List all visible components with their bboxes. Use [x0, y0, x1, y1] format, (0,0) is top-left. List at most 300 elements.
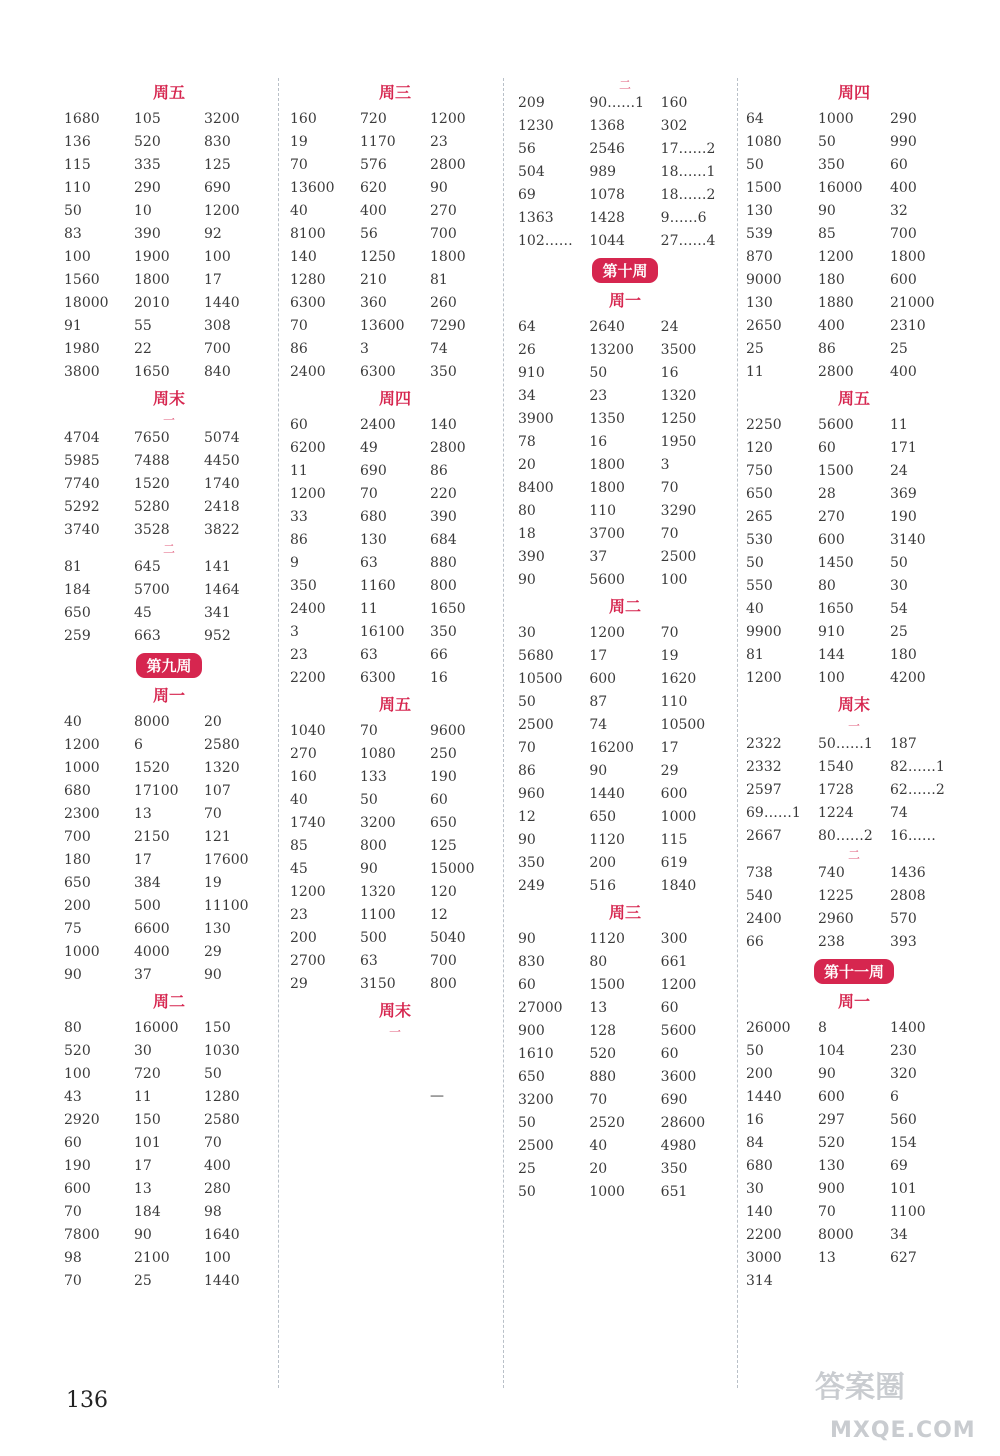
answer-cell: 369 [890, 486, 917, 502]
answer-cell: 45 [290, 861, 308, 877]
answer-cell: 750 [746, 463, 773, 479]
answer-cell: 6300 [360, 364, 396, 380]
answer-cell: 16…… [890, 828, 936, 844]
answer-cell: 1640 [204, 1227, 240, 1243]
answer-cell: 34 [890, 1227, 908, 1243]
answer-cell: 70 [360, 723, 378, 739]
answer-cell: 2150 [134, 829, 170, 845]
answer-cell: 10 [134, 203, 152, 219]
answer-cell: 20 [518, 457, 536, 473]
answer-cell: 2400 [290, 601, 326, 617]
answer-cell: 259 [64, 628, 91, 644]
watermark-logo: 答案圈 [815, 1370, 905, 1405]
answer-cell: 516 [589, 878, 617, 894]
answer-cell: 150 [204, 1020, 231, 1036]
answer-cell: 50 [518, 1184, 536, 1200]
answer-cell: 350 [430, 364, 457, 380]
answer-cell: 200 [64, 898, 91, 914]
answer-cell: 91 [64, 318, 82, 334]
answer-cell: 50 [746, 1043, 764, 1059]
answer-cell: 6600 [134, 921, 170, 937]
answer-cell: 37 [589, 549, 608, 565]
answer-cell: 384 [134, 875, 161, 891]
answer-cell: 83 [64, 226, 82, 242]
answer-cell: 350 [518, 855, 545, 871]
answer-cell: 40 [290, 792, 308, 808]
answer-cell: 13 [818, 1250, 836, 1266]
answer-cell: 3290 [660, 503, 697, 519]
answer-cell: 190 [64, 1158, 91, 1174]
answer-cell: 250 [430, 746, 457, 762]
answer-cell: 900 [818, 1181, 845, 1197]
answer-cell: 5985 [64, 453, 100, 469]
answer-cell: 2010 [134, 295, 170, 311]
answer-grid [290, 1039, 500, 1131]
answer-cell: 16200 [589, 740, 634, 756]
answer-cell: 400 [818, 318, 845, 334]
answer-cell: 308 [204, 318, 231, 334]
answer-cell: 64 [746, 111, 764, 127]
answer-cell: 1120 [589, 832, 625, 848]
answer-cell: 9900 [746, 624, 782, 640]
answer-cell: 280 [204, 1181, 231, 1197]
answer-grid [746, 1017, 962, 1293]
answer-cell: 29 [660, 763, 679, 779]
answer-cell: 115 [64, 157, 91, 173]
answer-cell: 1000 [64, 760, 100, 776]
answer-cell: 50 [818, 134, 836, 150]
answer-cell: 26 [518, 342, 536, 358]
answer-cell: 50 [890, 555, 908, 571]
column-1 [64, 78, 274, 1388]
answer-cell: 7650 [134, 430, 170, 446]
answer-cell: 90……1 [589, 95, 645, 111]
answer-cell: 1980 [64, 341, 100, 357]
answer-cell: 8 [818, 1020, 827, 1036]
answer-cell: 23 [589, 388, 608, 404]
answer-cell: 63 [360, 555, 378, 571]
answer-cell: 400 [890, 180, 917, 196]
answer-cell: 1200 [589, 625, 625, 641]
answer-cell: 265 [746, 509, 773, 525]
answer-cell: 520 [64, 1043, 91, 1059]
answer-cell: 504 [518, 164, 545, 180]
answer-grid [746, 414, 962, 690]
column-3 [518, 78, 732, 1388]
answer-cell: 56 [518, 141, 536, 157]
answer-cell: 90 [204, 967, 222, 983]
answer-cell: 620 [360, 180, 387, 196]
section-subheading: 二 [847, 848, 860, 862]
answer-cell: 98 [64, 1250, 82, 1266]
answer-cell: 70 [290, 318, 308, 334]
answer-cell: 880 [430, 555, 457, 571]
answer-cell: 3200 [204, 111, 240, 127]
answer-cell: 2960 [818, 911, 854, 927]
answer-cell: 8000 [134, 714, 170, 730]
answer-cell: 650 [518, 1069, 545, 1085]
answer-cell: 50 [518, 1115, 536, 1131]
answer-cell: 952 [204, 628, 231, 644]
answer-cell: 10500 [518, 671, 563, 687]
answer-cell: 13 [134, 806, 152, 822]
column-divider-1 [278, 78, 279, 1388]
answer-cell: 50 [204, 1066, 222, 1082]
answer-cell: 5600 [589, 572, 625, 588]
answer-cell: 28 [818, 486, 836, 502]
answer-cell: 300 [660, 931, 688, 947]
answer-grid [290, 720, 500, 996]
answer-cell: 1250 [660, 411, 697, 427]
answer-cell: 870 [746, 249, 773, 265]
answer-cell: 2500 [518, 1138, 554, 1154]
answer-cell: 2800 [430, 440, 466, 456]
answer-cell: 600 [64, 1181, 91, 1197]
answer-cell: 1436 [890, 865, 926, 881]
day-heading: 周四 [837, 83, 870, 102]
answer-cell: 700 [64, 829, 91, 845]
answer-cell: 3600 [660, 1069, 697, 1085]
section-subheading: 一 [847, 719, 860, 733]
answer-cell: 341 [204, 605, 231, 621]
answer-cell: 1800 [589, 457, 625, 473]
answer-cell: 1000 [64, 944, 100, 960]
answer-cell: 50 [746, 157, 764, 173]
answer-cell: 3700 [589, 526, 625, 542]
answer-cell: 1200 [290, 486, 326, 502]
answer-cell: 1440 [746, 1089, 782, 1105]
answer-cell: 17 [660, 740, 679, 756]
answer-cell: 6200 [290, 440, 326, 456]
answer-cell [360, 1085, 430, 1108]
answer-cell: 700 [890, 226, 917, 242]
answer-cell: 720 [360, 111, 387, 127]
answer-cell: 830 [518, 954, 545, 970]
answer-cell: 69……1 [746, 805, 801, 821]
answer-cell: 98 [204, 1204, 222, 1220]
answer-cell: 1224 [818, 805, 854, 821]
answer-cell: 302 [660, 118, 688, 134]
answer-cell: 650 [589, 809, 617, 825]
answer-cell: 1440 [589, 786, 625, 802]
answer-cell: 3 [290, 624, 299, 640]
answer-cell: 90 [430, 180, 448, 196]
answer-cell: 3528 [134, 522, 170, 538]
answer-cell: 25 [518, 1161, 536, 1177]
answer-cell: 101 [134, 1135, 161, 1151]
answer-cell: 63 [360, 647, 378, 663]
section-subheading: 二 [618, 78, 631, 92]
answer-cell: 90 [64, 967, 82, 983]
answer-cell: 2310 [890, 318, 926, 334]
day-heading: 周末 [152, 389, 185, 408]
answer-cell: 10500 [660, 717, 706, 733]
answer-cell: 200 [746, 1066, 773, 1082]
answer-cell: 249 [518, 878, 545, 894]
answer-cell: 645 [134, 559, 161, 575]
answer-cell: 1080 [360, 746, 396, 762]
answer-cell: 11 [134, 1089, 152, 1105]
answer-cell: 70 [64, 1204, 82, 1220]
answer-cell: 1320 [660, 388, 697, 404]
answer-cell: 32 [890, 203, 908, 219]
answer-cell: 350 [430, 624, 457, 640]
answer-cell: 50 [746, 555, 764, 571]
answer-cell: 70 [290, 157, 308, 173]
answer-cell: 1440 [204, 295, 240, 311]
answer-grid [518, 928, 732, 1204]
answer-cell: 85 [290, 838, 308, 854]
answer-cell: 1800 [134, 272, 170, 288]
answer-cell: 1650 [818, 601, 854, 617]
answer-cell: 17 [134, 1158, 152, 1174]
answer-cell: 17 [134, 852, 152, 868]
answer-cell: 400 [890, 364, 917, 380]
answer-cell: 6300 [360, 670, 396, 686]
answer-cell: 900 [518, 1023, 545, 1039]
answer-cell: 1000 [589, 1184, 625, 1200]
watermark-url: MXQE.COM [830, 1418, 976, 1443]
answer-cell: 200 [290, 930, 317, 946]
answer-cell: 600 [589, 671, 617, 687]
section-subheading: 一 [388, 1025, 401, 1039]
answer-cell: 1030 [204, 1043, 240, 1059]
answer-cell: 960 [518, 786, 545, 802]
answer-cell: 29 [204, 944, 222, 960]
answer-cell: 335 [134, 157, 161, 173]
day-heading: 周二 [152, 992, 185, 1011]
answer-cell: 1320 [204, 760, 240, 776]
answer-cell: 104 [818, 1043, 845, 1059]
answer-cell: 90 [589, 763, 608, 779]
answer-cell: 1120 [589, 931, 625, 947]
answer-cell: 20 [204, 714, 222, 730]
answer-cell: 50 [64, 203, 82, 219]
answer-cell: 5680 [518, 648, 554, 664]
week-badge: 第十周 [592, 258, 657, 283]
answer-cell: 19 [290, 134, 308, 150]
answer-cell: 680 [64, 783, 91, 799]
answer-cell: 5600 [660, 1023, 697, 1039]
answer-cell: 187 [890, 736, 917, 752]
answer-cell: 15000 [430, 861, 475, 877]
answer-cell: 663 [134, 628, 161, 644]
answer-cell: 260 [430, 295, 457, 311]
answer-cell: 33 [290, 509, 308, 525]
answer-cell: 650 [746, 486, 773, 502]
answer-grid [64, 1017, 274, 1293]
answer-cell: 125 [430, 838, 457, 854]
answer-cell: 13200 [589, 342, 634, 358]
answer-cell: 16100 [360, 624, 405, 640]
answer-grid [746, 862, 962, 954]
answer-cell: 54 [890, 601, 908, 617]
answer-cell: 220 [430, 486, 457, 502]
answer-cell: 1800 [890, 249, 926, 265]
answer-cell: 86 [290, 532, 308, 548]
day-heading: 周末 [378, 1001, 411, 1020]
answer-cell: 989 [589, 164, 617, 180]
answer-cell: 90 [818, 1066, 836, 1082]
answer-cell: 11100 [204, 898, 249, 914]
answer-cell: 2580 [204, 1112, 240, 1128]
answer-cell: 2700 [290, 953, 326, 969]
answer-cell: 3200 [360, 815, 396, 831]
answer-cell: 350 [290, 578, 317, 594]
answer-cell: 100 [204, 249, 231, 265]
answer-cell: 7740 [64, 476, 100, 492]
answer-cell: 121 [204, 829, 231, 845]
answer-cell: 1230 [518, 118, 554, 134]
answer-cell: 30 [890, 578, 908, 594]
answer-cell: 18 [518, 526, 536, 542]
answer-cell: 738 [746, 865, 773, 881]
answer-cell: 2322 [746, 736, 782, 752]
answer-cell: 8400 [518, 480, 554, 496]
answer-cell: 17 [589, 648, 608, 664]
answer-cell: 576 [360, 157, 387, 173]
answer-cell: 27000 [518, 1000, 563, 1016]
answer-cell: 27……4 [660, 233, 716, 249]
answer-cell: 18000 [64, 295, 109, 311]
answer-cell: 23 [290, 647, 308, 663]
day-heading: 周一 [152, 686, 185, 705]
column-divider-3 [737, 78, 738, 1388]
answer-cell: 22 [134, 341, 152, 357]
answer-cell: 1225 [818, 888, 854, 904]
answer-cell: 3900 [518, 411, 554, 427]
answer-cell: 800 [430, 578, 457, 594]
answer-cell: 619 [660, 855, 688, 871]
answer-cell: 18……2 [660, 187, 716, 203]
answer-cell: 25 [134, 1273, 152, 1289]
answer-cell: 800 [430, 976, 457, 992]
answer-cell: 190 [430, 769, 457, 785]
answer-cell: 4980 [660, 1138, 697, 1154]
answer-cell: 3 [660, 457, 670, 473]
answer-cell: 7800 [64, 1227, 100, 1243]
answer-cell: 180 [64, 852, 91, 868]
answer-cell: 107 [204, 783, 231, 799]
answer-cell: 130 [746, 295, 773, 311]
answer-grid [64, 108, 274, 384]
answer-cell: 390 [134, 226, 161, 242]
answer-cell: 350 [818, 157, 845, 173]
answer-cell: 86 [290, 341, 308, 357]
answer-cell: 160 [290, 769, 317, 785]
answer-cell [360, 1108, 430, 1131]
answer-cell: 3140 [890, 532, 926, 548]
answer-cell: 1440 [204, 1273, 240, 1289]
answer-cell: 1540 [818, 759, 854, 775]
answer-cell: 2300 [64, 806, 100, 822]
answer-cell: 2200 [290, 670, 326, 686]
answer-cell: 34 [518, 388, 536, 404]
answer-cell: 5074 [204, 430, 240, 446]
answer-cell: 2597 [746, 782, 782, 798]
answer-cell: 9 [290, 555, 299, 571]
answer-cell: 30 [134, 1043, 152, 1059]
answer-cell: 100 [204, 1250, 231, 1266]
answer-cell: 92 [204, 226, 222, 242]
answer-cell: 4200 [890, 670, 926, 686]
answer-cell: 290 [134, 180, 161, 196]
answer-cell: 40 [64, 714, 82, 730]
answer-cell: 1080 [746, 134, 782, 150]
answer-cell: 40 [589, 1138, 608, 1154]
answer-cell: 530 [746, 532, 773, 548]
answer-cell: 1520 [134, 476, 170, 492]
answer-cell [890, 1270, 962, 1293]
answer-cell: 85 [818, 226, 836, 242]
answer-cell: 18……1 [660, 164, 716, 180]
answer-cell: 200 [589, 855, 617, 871]
answer-cell: 830 [204, 134, 231, 150]
answer-cell: 2332 [746, 759, 782, 775]
answer-cell: 1160 [360, 578, 396, 594]
answer-cell: 1880 [818, 295, 854, 311]
column-4 [746, 78, 962, 1388]
answer-cell: 40 [290, 203, 308, 219]
page-number: 136 [66, 1388, 108, 1413]
answer-cell: 270 [290, 746, 317, 762]
answer-cell: 11 [360, 601, 378, 617]
answer-cell: 28600 [660, 1115, 706, 1131]
answer-cell: 1400 [890, 1020, 926, 1036]
column-2 [290, 78, 500, 1388]
answer-cell: 6 [134, 737, 143, 753]
answer-cell: 136 [64, 134, 91, 150]
answer-cell [290, 1108, 360, 1131]
day-heading: 周二 [608, 597, 641, 616]
answer-cell: 1650 [134, 364, 170, 380]
answer-cell: 50 [360, 792, 378, 808]
answer-cell: 16000 [134, 1020, 179, 1036]
answer-cell: 74 [430, 341, 448, 357]
answer-cell: 11 [890, 417, 908, 433]
answer-cell: 190 [890, 509, 917, 525]
answer-cell: 30 [518, 625, 536, 641]
answer-cell: 393 [890, 934, 917, 950]
answer-cell: 297 [818, 1112, 845, 1128]
week-badge-wrap [64, 653, 274, 678]
answer-cell: 1170 [360, 134, 396, 150]
answer-cell: 81 [746, 647, 764, 663]
answer-cell: 3740 [64, 522, 100, 538]
week-badge-wrap [746, 959, 962, 984]
answer-cell: 69 [518, 187, 536, 203]
answer-cell: 1000 [818, 111, 854, 127]
answer-cell: 25 [890, 624, 908, 640]
answer-cell: 500 [360, 930, 387, 946]
answer-cell: 70 [360, 486, 378, 502]
answer-cell: 627 [890, 1250, 917, 1266]
answer-cell: 1620 [660, 671, 697, 687]
answer-cell: 840 [204, 364, 231, 380]
answer-cell: 120 [746, 440, 773, 456]
day-heading: 周末 [837, 695, 870, 714]
answer-cell: 1800 [589, 480, 625, 496]
answer-cell: 23 [290, 907, 308, 923]
answer-cell: 1100 [360, 907, 396, 923]
answer-cell: 2400 [290, 364, 326, 380]
answer-cell: 81 [430, 272, 448, 288]
answer-cell: 1728 [818, 782, 854, 798]
answer-cell: 1200 [204, 203, 240, 219]
answer-cell: 2500 [518, 717, 554, 733]
answer-cell: 230 [890, 1043, 917, 1059]
answer-cell: 1464 [204, 582, 240, 598]
